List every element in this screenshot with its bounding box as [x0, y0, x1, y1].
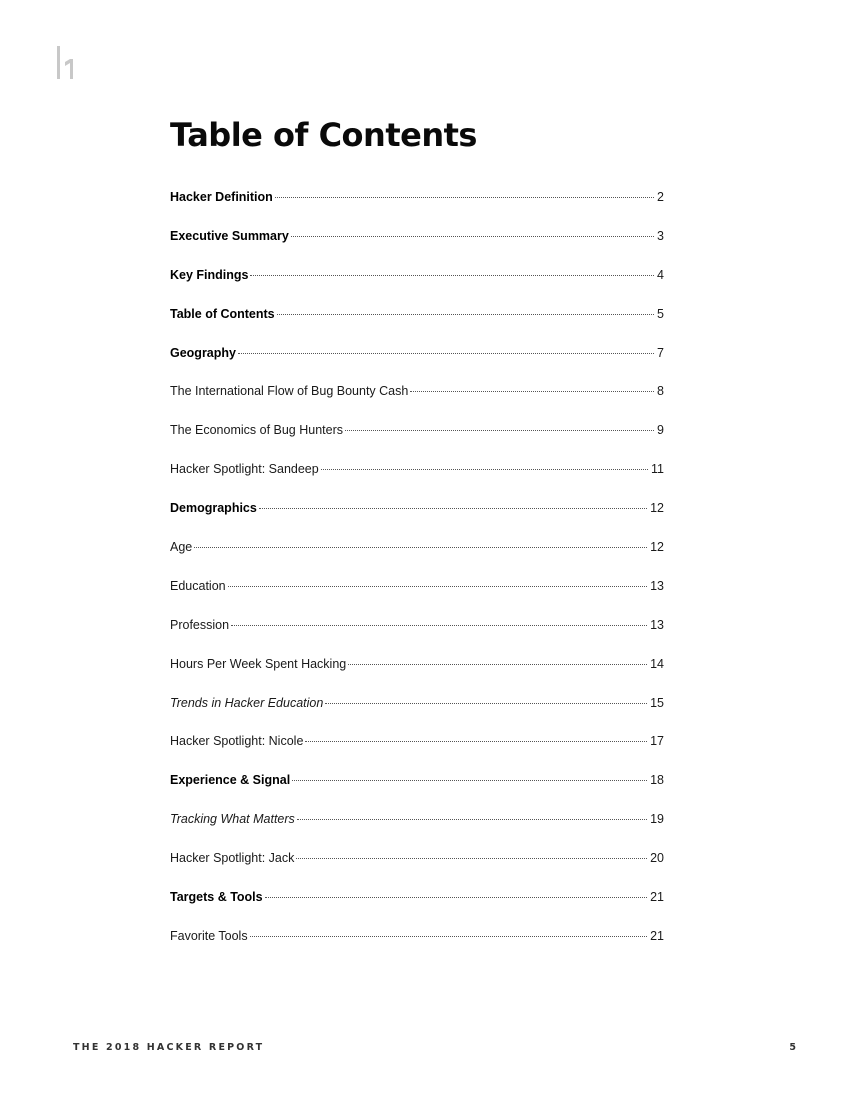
toc-entry-page-number: 21 — [650, 890, 664, 905]
table-of-contents — [170, 190, 664, 968]
toc-entry-page-number: 20 — [650, 851, 664, 866]
dot-leader — [265, 897, 647, 898]
dot-leader — [250, 275, 654, 276]
dot-leader — [348, 664, 647, 665]
dot-leader — [228, 586, 647, 587]
toc-entry[interactable] — [170, 501, 664, 540]
toc-entry-page-number: 7 — [657, 345, 664, 360]
toc-entry-label: Favorite Tools — [170, 928, 248, 943]
h1-logo-icon — [55, 46, 79, 80]
toc-entry-label: Education — [170, 578, 226, 593]
toc-entry[interactable] — [170, 929, 664, 968]
toc-entry-label: Geography — [170, 345, 236, 360]
dot-leader — [194, 547, 647, 548]
dot-leader — [275, 197, 654, 198]
toc-entry[interactable] — [170, 307, 664, 346]
toc-entry-page-number: 11 — [651, 462, 664, 477]
footer-report-title: THE 2018 HACKER REPORT — [73, 1042, 265, 1053]
dot-leader — [345, 430, 654, 431]
toc-entry-label: The International Flow of Bug Bounty Cash — [170, 384, 409, 399]
toc-entry-label: Key Findings — [170, 267, 249, 282]
toc-entry-page-number: 21 — [650, 928, 664, 943]
toc-entry-label: Profession — [170, 617, 230, 632]
toc-entry-label: The Economics of Bug Hunters — [170, 423, 343, 438]
dot-leader — [292, 780, 647, 781]
toc-entry-page-number: 3 — [657, 228, 664, 243]
dot-leader — [277, 314, 654, 315]
toc-entry-label: Hacker Spotlight: Jack — [170, 851, 295, 866]
toc-entry-page-number: 13 — [650, 617, 664, 632]
dot-leader — [410, 391, 654, 392]
toc-entry[interactable] — [170, 773, 664, 812]
toc-entry-label: Trends in Hacker Education — [170, 695, 324, 710]
toc-entry[interactable] — [170, 618, 664, 657]
toc-entry-page-number: 13 — [650, 578, 664, 593]
toc-entry-page-number: 17 — [650, 734, 664, 749]
dot-leader — [297, 819, 647, 820]
toc-entry[interactable] — [170, 851, 664, 890]
toc-entry[interactable] — [170, 229, 664, 268]
toc-entry[interactable] — [170, 812, 664, 851]
toc-entry[interactable] — [170, 190, 664, 229]
toc-entry-page-number: 9 — [657, 423, 664, 438]
toc-entry-page-number: 2 — [657, 190, 664, 204]
dot-leader — [291, 236, 654, 237]
toc-entry[interactable] — [170, 540, 664, 579]
toc-entry-page-number: 8 — [657, 384, 664, 399]
dot-leader — [231, 625, 647, 626]
dot-leader — [250, 936, 648, 937]
toc-entry-label: Tracking What Matters — [170, 812, 295, 827]
toc-entry[interactable] — [170, 462, 664, 501]
toc-entry-page-number: 12 — [650, 540, 664, 555]
toc-entry[interactable] — [170, 268, 664, 307]
toc-entry-label: Age — [170, 540, 193, 555]
dot-leader — [259, 508, 647, 509]
dot-leader — [321, 469, 648, 470]
toc-entry[interactable] — [170, 579, 664, 618]
toc-entry[interactable] — [170, 890, 664, 929]
dot-leader — [238, 353, 654, 354]
toc-entry-page-number: 5 — [657, 306, 664, 321]
toc-entry-label: Executive Summary — [170, 228, 289, 243]
toc-entry-label: Hacker Spotlight: Nicole — [170, 734, 304, 749]
toc-entry-label: Experience & Signal — [170, 773, 291, 788]
toc-entry-page-number: 18 — [650, 773, 664, 788]
toc-entry[interactable] — [170, 423, 664, 462]
toc-entry-page-number: 12 — [650, 501, 664, 516]
toc-entry[interactable] — [170, 734, 664, 773]
footer-page-number: 5 — [789, 1042, 796, 1053]
toc-entry-label: Hacker Spotlight: Sandeep — [170, 462, 319, 477]
dot-leader — [305, 741, 647, 742]
toc-entry-label: Targets & Tools — [170, 890, 263, 905]
dot-leader — [325, 703, 647, 704]
toc-entry-label: Table of Contents — [170, 306, 275, 321]
toc-entry-label: Hacker Definition — [170, 190, 273, 204]
toc-entry[interactable] — [170, 346, 664, 385]
toc-entry-label: Demographics — [170, 501, 257, 516]
toc-entry-page-number: 4 — [657, 267, 664, 282]
toc-entry-page-number: 19 — [650, 812, 664, 827]
toc-entry[interactable] — [170, 657, 664, 696]
toc-entry[interactable] — [170, 384, 664, 423]
toc-entry-label: Hours Per Week Spent Hacking — [170, 656, 347, 671]
page-title: Table of Contents — [170, 116, 477, 154]
dot-leader — [296, 858, 647, 859]
toc-entry-page-number: 15 — [650, 695, 664, 710]
toc-entry[interactable] — [170, 696, 664, 735]
toc-entry-page-number: 14 — [650, 656, 664, 671]
